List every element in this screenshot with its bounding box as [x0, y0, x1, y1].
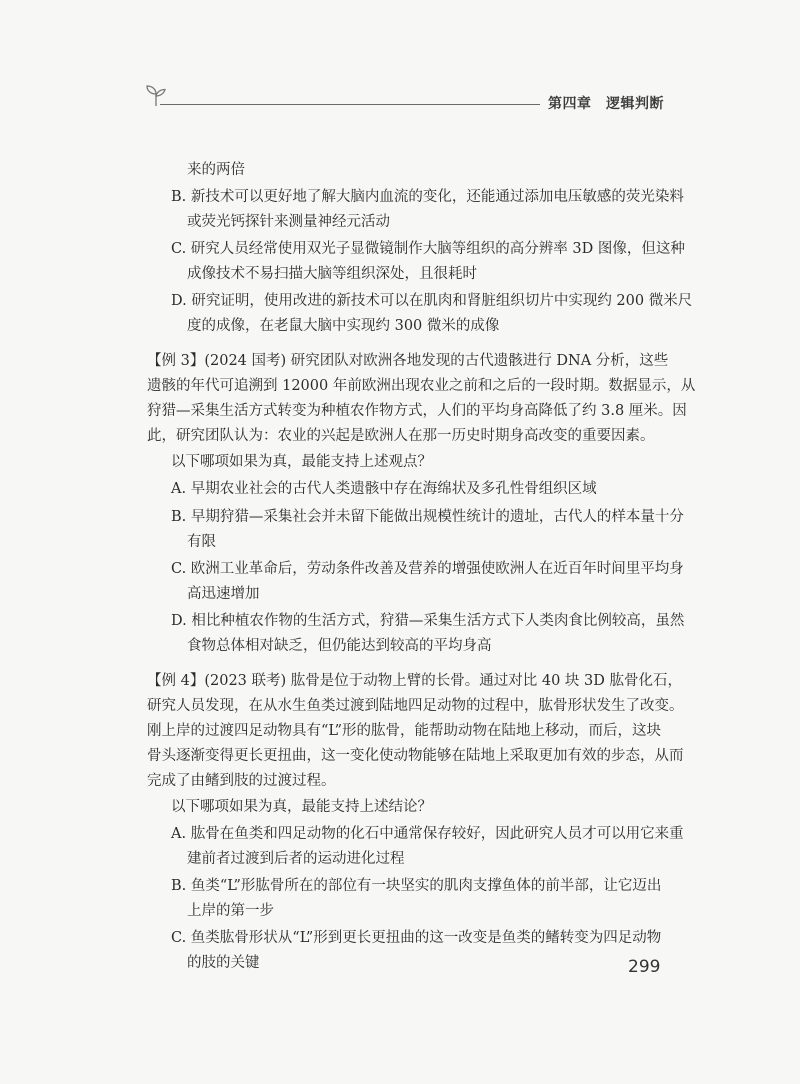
text-line: 此，研究团队认为：农业的兴起是欧洲人在那一历史时期身高改变的重要因素。	[147, 428, 655, 444]
page-number: 299	[628, 957, 661, 977]
text-line: 狩猎—采集生活方式转变为种植农作物方式，人们的平均身高降低了约 3.8 厘米。因	[147, 403, 687, 419]
option-c-line: C. 欧洲工业革命后，劳动条件改善及营养的增强使欧洲人在近百年时间里平均身	[171, 561, 684, 577]
text-line: 或荧光钙探针来测量神经元活动	[187, 214, 390, 230]
option-b-line: B. 新技术可以更好地了解大脑内血流的变化，还能通过添加电压敏感的荧光染料	[171, 189, 684, 205]
example-3-heading: 【例 3】(2024 国考) 研究团队对欧洲各地发现的古代遗骸进行 DNA 分析，这些	[147, 353, 669, 369]
text-line: 来的两倍	[187, 162, 245, 178]
text-line: 有限	[187, 534, 216, 550]
text-line: 的肢的关键	[187, 955, 260, 971]
header-divider	[160, 104, 540, 105]
text-line: 食物总体相对缺乏，但仍能达到较高的平均身高	[187, 638, 492, 654]
text-line: 骨头逐渐变得更长更扭曲，这一变化使动物能够在陆地上采取更加有效的步态，从而	[147, 748, 684, 764]
chapter-title: 第四章 逻辑判断	[548, 96, 664, 112]
question-prompt: 以下哪项如果为真，最能支持上述结论？	[171, 799, 432, 815]
text-line: 高迅速增加	[187, 586, 260, 602]
page-header	[0, 0, 800, 120]
option-a-line: A. 早期农业社会的古代人类遗骸中存在海绵状及多孔性骨组织区域	[171, 481, 597, 497]
text-line: 成像技术不易扫描大脑等组织深处，且很耗时	[187, 266, 477, 282]
option-c-line: C. 鱼类肱骨形状从“L”形到更长更扭曲的这一改变是鱼类的鳍转变为四足动物	[171, 930, 662, 946]
text-line: 遗骸的年代可追溯到 12000 年前欧洲出现农业之前和之后的一段时期。数据显示，从	[147, 378, 696, 394]
option-a-line: A. 肱骨在鱼类和四足动物的化石中通常保存较好，因此研究人员才可以用它来重	[171, 826, 684, 842]
option-d-line: D. 研究证明，使用改进的新技术可以在肌肉和肾脏组织切片中实现约 200 微米尺	[171, 293, 693, 309]
text-line: 刚上岸的过渡四足动物具有“L”形的肱骨，能帮助动物在陆地上移动，而后，这块	[147, 723, 661, 739]
text-line: 度的成像，在老鼠大脑中实现约 300 微米的成像	[187, 318, 500, 334]
option-b-line: B. 鱼类“L”形肱骨所在的部位有一块坚实的肌肉支撑鱼体的前半部，让它迈出	[171, 878, 662, 894]
example-4-heading: 【例 4】(2023 联考) 肱骨是位于动物上臂的长骨。通过对比 40 块 3D 肱骨化石，	[147, 673, 683, 689]
option-b-line: B. 早期狩猎—采集社会并未留下能做出规模性统计的遗址，古代人的样本量十分	[171, 509, 684, 525]
text-line: 上岸的第一步	[187, 903, 274, 919]
text-line: 研究人员发现，在从水生鱼类过渡到陆地四足动物的过程中，肱骨形状发生了改变。	[147, 698, 684, 714]
text-line: 完成了由鳍到肢的过渡过程。	[147, 773, 336, 789]
option-d-line: D. 相比种植农作物的生活方式，狩猎—采集生活方式下人类肉食比例较高，虽然	[171, 613, 685, 629]
option-c-line: C. 研究人员经常使用双光子显微镜制作大脑等组织的高分辨率 3D 图像，但这种	[171, 241, 685, 257]
text-line: 建前者过渡到后者的运动进化过程	[187, 851, 405, 867]
question-prompt: 以下哪项如果为真，最能支持上述观点？	[171, 454, 432, 470]
